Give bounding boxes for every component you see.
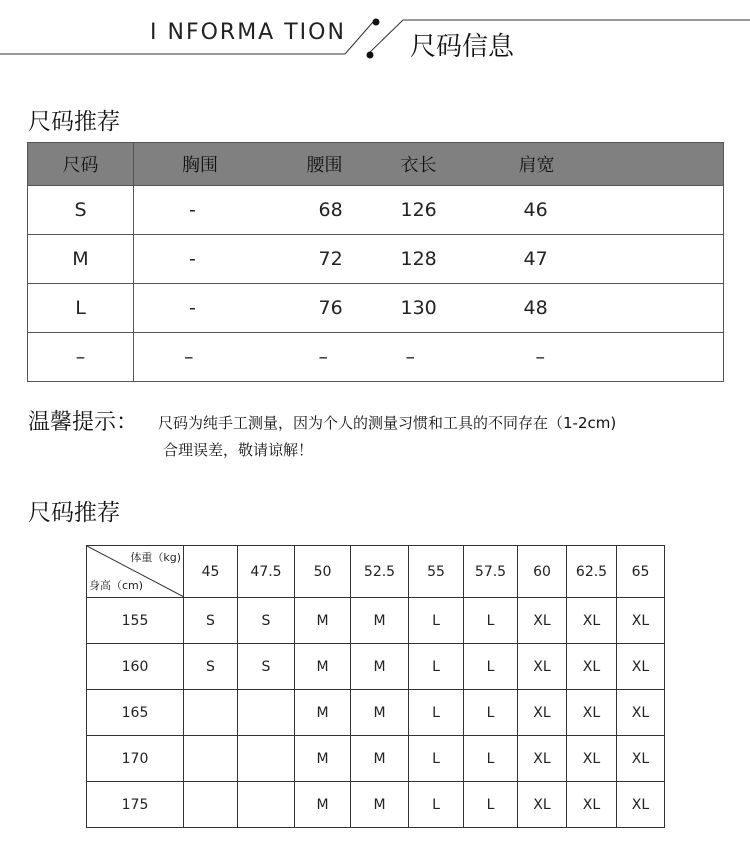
header-cell: 衣长 (401, 143, 514, 186)
header-title-cn: 尺码信息 (410, 32, 515, 62)
fit-table (86, 545, 665, 828)
size-cell: XL (518, 598, 567, 644)
size-cell: L (409, 598, 464, 644)
table-cell: 46 (514, 186, 724, 235)
corner-height-label: 身高（cm) (89, 579, 144, 592)
table-cell: M (28, 235, 134, 284)
section2-title: 尺码推荐 (28, 500, 120, 526)
size-cell: S (184, 598, 238, 644)
table-row (28, 333, 724, 382)
size-cell: S (184, 644, 238, 690)
table-row (87, 598, 665, 644)
size-cell (238, 736, 295, 782)
table-row (87, 690, 665, 736)
size-cell: M (295, 736, 351, 782)
size-cell: M (295, 644, 351, 690)
size-cell: M (351, 736, 409, 782)
size-cell: L (464, 644, 518, 690)
size-cell: L (409, 644, 464, 690)
weight-header: 47.5 (238, 546, 295, 598)
table-row (28, 235, 724, 284)
size-cell: M (295, 782, 351, 828)
size-cell: XL (567, 598, 617, 644)
size-cell (184, 736, 238, 782)
weight-header: 65 (617, 546, 665, 598)
size-cell: XL (518, 690, 567, 736)
table-cell: - (134, 235, 289, 284)
weight-header: 52.5 (351, 546, 409, 598)
corner-cell (87, 546, 184, 598)
size-table-header (28, 143, 724, 186)
header-cell: 腰围 (289, 143, 401, 186)
size-cell: XL (567, 736, 617, 782)
weight-header: 57.5 (464, 546, 518, 598)
tip-label: 温馨提示： (28, 410, 139, 435)
size-cell: XL (567, 644, 617, 690)
height-cell: 170 (87, 736, 184, 782)
table-cell: - (134, 186, 289, 235)
table-cell: - (134, 284, 289, 333)
size-cell: XL (518, 782, 567, 828)
height-cell: 165 (87, 690, 184, 736)
table-cell: S (28, 186, 134, 235)
size-cell: M (351, 644, 409, 690)
table-cell: 68 (289, 186, 401, 235)
table-cell: 47 (514, 235, 724, 284)
size-cell: XL (617, 690, 665, 736)
size-cell: L (409, 736, 464, 782)
size-cell (184, 690, 238, 736)
size-table (27, 142, 724, 382)
table-cell: 48 (514, 284, 724, 333)
table-cell: – (401, 333, 514, 382)
weight-header: 60 (518, 546, 567, 598)
weight-header: 50 (295, 546, 351, 598)
table-row (28, 284, 724, 333)
table-cell: L (28, 284, 134, 333)
weight-header: 55 (409, 546, 464, 598)
corner-weight-label: 体重（kg) (130, 551, 181, 564)
height-cell: 155 (87, 598, 184, 644)
size-cell: L (409, 782, 464, 828)
size-cell: XL (518, 736, 567, 782)
size-cell: XL (567, 690, 617, 736)
table-row (87, 782, 665, 828)
size-cell (184, 782, 238, 828)
table-cell: – (289, 333, 401, 382)
fit-table-body (87, 598, 665, 828)
size-cell: M (295, 598, 351, 644)
size-cell: M (295, 690, 351, 736)
table-row (28, 186, 724, 235)
table-row (87, 736, 665, 782)
height-cell: 160 (87, 644, 184, 690)
size-cell: L (464, 690, 518, 736)
section1-title: 尺码推荐 (28, 109, 120, 135)
size-cell: XL (617, 736, 665, 782)
size-cell: M (351, 598, 409, 644)
size-cell: M (351, 782, 409, 828)
header-decoration (0, 0, 750, 70)
table-cell: 126 (401, 186, 514, 235)
size-cell: L (409, 690, 464, 736)
table-cell: 130 (401, 284, 514, 333)
size-cell: S (238, 644, 295, 690)
table-cell: 128 (401, 235, 514, 284)
size-cell (238, 690, 295, 736)
height-cell: 175 (87, 782, 184, 828)
size-cell: XL (518, 644, 567, 690)
size-cell: L (464, 736, 518, 782)
header-cell: 肩宽 (514, 143, 724, 186)
table-cell: – (28, 333, 134, 382)
size-cell: S (238, 598, 295, 644)
header-cell: 尺码 (28, 143, 134, 186)
size-cell: XL (567, 782, 617, 828)
tip-text-line1: 尺码为纯手工测量，因为个人的测量习惯和工具的不同存在（1-2cm) (158, 414, 617, 432)
header-cell: 胸围 (134, 143, 289, 186)
size-cell: XL (617, 644, 665, 690)
tip-text-line2: 合理误差，敬请谅解！ (163, 441, 314, 459)
size-cell: L (464, 782, 518, 828)
weight-header: 62.5 (567, 546, 617, 598)
size-cell: M (351, 690, 409, 736)
size-cell: L (464, 598, 518, 644)
table-row (87, 644, 665, 690)
size-cell: XL (617, 782, 665, 828)
weight-header: 45 (184, 546, 238, 598)
size-cell: XL (617, 598, 665, 644)
table-cell: – (514, 333, 724, 382)
size-cell (238, 782, 295, 828)
fit-table-header (87, 546, 665, 598)
header-title-en: I NFORMA TION (150, 20, 346, 45)
table-cell: – (134, 333, 289, 382)
table-cell: 76 (289, 284, 401, 333)
table-cell: 72 (289, 235, 401, 284)
